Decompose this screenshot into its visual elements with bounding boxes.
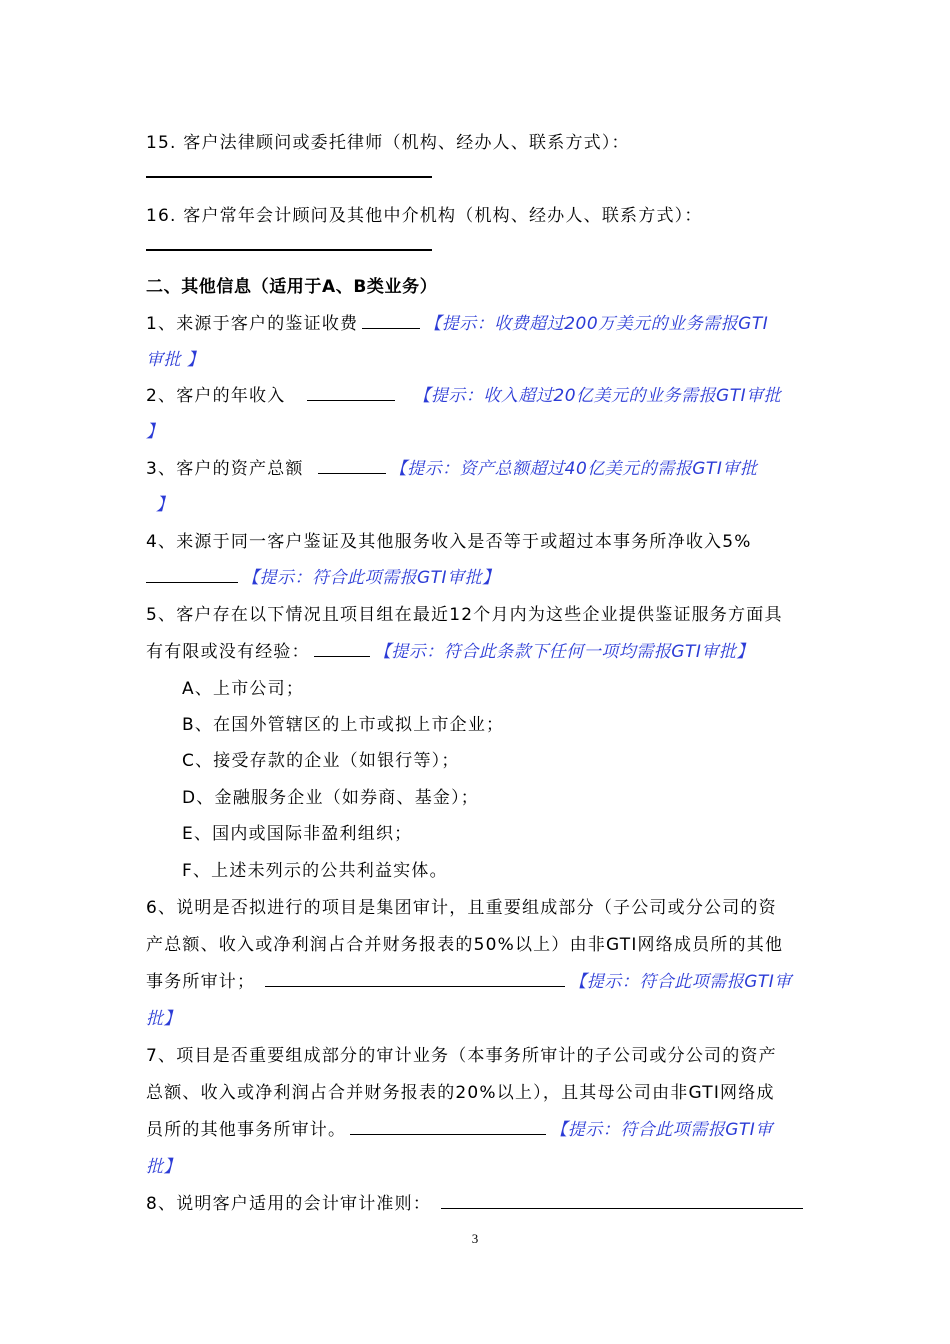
option-e: E、国内或国际非盈利组织； bbox=[182, 824, 413, 844]
option-c: C、接受存款的企业（如银行等）； bbox=[182, 751, 460, 771]
item-7-blank[interactable] bbox=[350, 1117, 546, 1135]
answer-line-15[interactable] bbox=[146, 176, 432, 178]
item-6-hint-cont: 批】 bbox=[146, 1009, 181, 1029]
item-7-cont2: 员所的其他事务所审计。 【提示：符合此项需报GTI审 bbox=[146, 1115, 773, 1140]
item-15: 15. 客户法律顾问或委托律师（机构、经办人、联系方式）： bbox=[146, 133, 630, 153]
item-8: 8、说明客户适用的会计审计准则： bbox=[146, 1189, 807, 1214]
item-2-blank[interactable] bbox=[307, 383, 395, 401]
item-16: 16. 客户常年会计顾问及其他中介机构（机构、经办人、联系方式）： bbox=[146, 206, 703, 226]
page-number: 3 bbox=[471, 1231, 479, 1246]
option-b: B、在国外管辖区的上市或拟上市企业； bbox=[182, 715, 505, 735]
item-2-hint-cont: 】 bbox=[146, 422, 164, 442]
item-6: 6、说明是否拟进行的项目是集团审计，且重要组成部分（子公司或分公司的资 bbox=[146, 898, 777, 918]
item-5: 5、客户存在以下情况且项目组在最近12个月内为这些企业提供鉴证服务方面具 bbox=[146, 605, 783, 625]
item-7-hint-cont: 批】 bbox=[146, 1157, 181, 1177]
item-6-blank[interactable] bbox=[265, 969, 565, 987]
item-5-blank[interactable] bbox=[314, 639, 370, 657]
section-heading: 二、其他信息（适用于A、B类业务） bbox=[146, 277, 438, 297]
item-7: 7、项目是否重要组成部分的审计业务（本事务所审计的子公司或分公司的资产 bbox=[146, 1046, 777, 1066]
item-4: 4、来源于同一客户鉴证及其他服务收入是否等于或超过本事务所净收入5% bbox=[146, 532, 752, 552]
item-7-cont: 总额、收入或净利润占合并财务报表的20%以上），且其母公司由非GTI网络成 bbox=[146, 1083, 775, 1103]
item-6-cont: 产总额、收入或净利润占合并财务报表的50%以上）由非GTI网络成员所的其他 bbox=[146, 935, 784, 955]
item-5-cont: 有有限或没有经验： 【提示：符合此条款下任何一项均需报GTI审批】 bbox=[146, 637, 754, 662]
option-a: A、上市公司； bbox=[182, 679, 305, 699]
item-4-blank[interactable] bbox=[146, 565, 238, 583]
item-6-cont2: 事务所审计； 【提示：符合此项需报GTI审 bbox=[146, 967, 792, 992]
item-8-blank[interactable] bbox=[441, 1191, 803, 1209]
option-d: D、金融服务企业（如券商、基金）； bbox=[182, 788, 479, 808]
item-3-blank[interactable] bbox=[318, 456, 386, 474]
answer-line-16[interactable] bbox=[146, 249, 432, 251]
item-1-hint-cont: 审批 】 bbox=[146, 350, 205, 370]
item-2: 2、客户的年收入 【提示：收入超过20亿美元的业务需报GTI审批 bbox=[146, 381, 781, 406]
item-1-blank[interactable] bbox=[362, 311, 420, 329]
item-3-hint-cont: 】 bbox=[156, 495, 174, 515]
item-4-cont: 【提示：符合此项需报GTI审批】 bbox=[146, 563, 500, 588]
option-f: F、上述未列示的公共利益实体。 bbox=[182, 861, 448, 881]
item-3: 3、客户的资产总额 【提示：资产总额超过40亿美元的需报GTI审批 bbox=[146, 454, 757, 479]
item-1: 1、来源于客户的鉴证收费 【提示：收费超过200万美元的业务需报GTI bbox=[146, 309, 768, 334]
